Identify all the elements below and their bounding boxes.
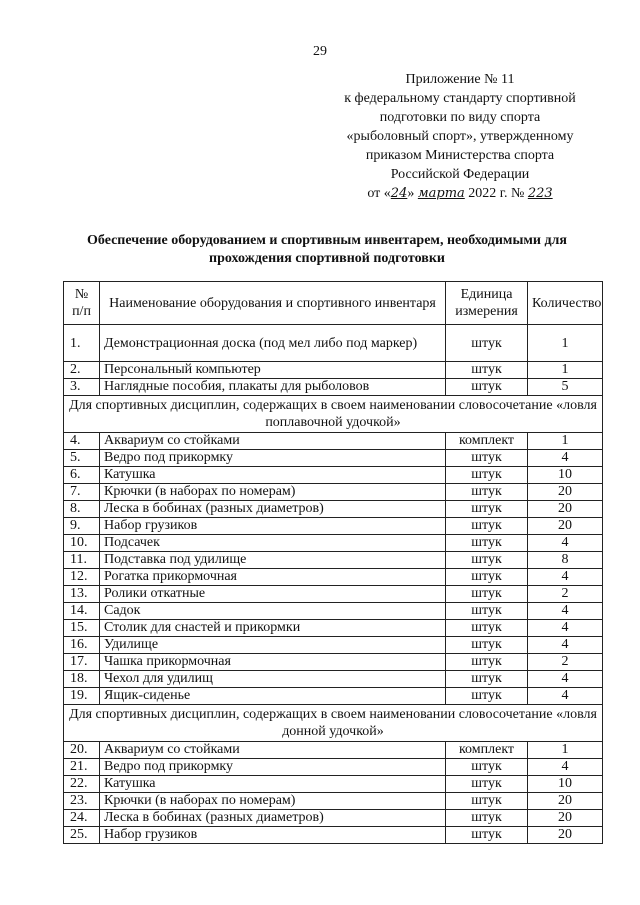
date-separator: » (407, 186, 415, 201)
item-unit: штук (446, 688, 528, 705)
table-row (64, 501, 603, 518)
row-number: 3. (64, 379, 100, 396)
item-name: Набор грузиков (100, 827, 446, 844)
appendix-block (330, 70, 590, 203)
row-number: 12. (64, 569, 100, 586)
item-name: Наглядные пособия, плакаты для рыболовов (100, 379, 446, 396)
item-unit: штук (446, 793, 528, 810)
row-number: 18. (64, 671, 100, 688)
table-row (64, 569, 603, 586)
row-number: 8. (64, 501, 100, 518)
table-row (64, 518, 603, 535)
item-quantity: 4 (528, 569, 603, 586)
item-quantity: 4 (528, 620, 603, 637)
item-unit: штук (446, 759, 528, 776)
item-name: Садок (100, 603, 446, 620)
item-unit: штук (446, 518, 528, 535)
row-number: 4. (64, 433, 100, 450)
item-name: Чехол для удилищ (100, 671, 446, 688)
table-row (64, 742, 603, 759)
table-row (64, 827, 603, 844)
table-row (64, 433, 603, 450)
header-qty: Количество (528, 282, 603, 325)
header-name: Наименование оборудования и спортивного инвентаря (100, 282, 446, 325)
row-number: 23. (64, 793, 100, 810)
item-quantity: 4 (528, 450, 603, 467)
item-unit: штук (446, 620, 528, 637)
item-unit: штук (446, 569, 528, 586)
row-number: 24. (64, 810, 100, 827)
item-name: Катушка (100, 776, 446, 793)
item-unit: штук (446, 379, 528, 396)
item-quantity: 4 (528, 603, 603, 620)
item-name: Демонстрационная доска (под мел либо под маркер) (100, 325, 446, 362)
item-name: Рогатка прикормочная (100, 569, 446, 586)
row-number: 1. (64, 325, 100, 362)
item-name: Леска в бобинах (разных диаметров) (100, 810, 446, 827)
row-number: 14. (64, 603, 100, 620)
item-unit: штук (446, 467, 528, 484)
row-number: 22. (64, 776, 100, 793)
appendix-line: подготовки по виду спорта (379, 110, 541, 125)
table-row (64, 654, 603, 671)
row-number: 16. (64, 637, 100, 654)
item-quantity: 1 (528, 325, 603, 362)
table-row (64, 362, 603, 379)
table-row (64, 620, 603, 637)
appendix-line: приказом Министерства спорта (365, 148, 555, 163)
row-number: 15. (64, 620, 100, 637)
item-name: Чашка прикормочная (100, 654, 446, 671)
table-row (64, 671, 603, 688)
item-name: Удилище (100, 637, 446, 654)
item-unit: штук (446, 325, 528, 362)
date-prefix: от « (367, 186, 391, 201)
item-unit: штук (446, 827, 528, 844)
item-name: Набор грузиков (100, 518, 446, 535)
item-name: Подставка под удилище (100, 552, 446, 569)
table-row (64, 776, 603, 793)
table-row (64, 535, 603, 552)
section-row (64, 705, 603, 742)
item-unit: штук (446, 552, 528, 569)
item-name: Крючки (в наборах по номерам) (100, 484, 446, 501)
table-row (64, 586, 603, 603)
row-number: 2. (64, 362, 100, 379)
item-quantity: 20 (528, 810, 603, 827)
item-unit: штук (446, 654, 528, 671)
header-num: № п/п (64, 282, 100, 325)
row-number: 20. (64, 742, 100, 759)
table-row (64, 467, 603, 484)
table-row (64, 325, 603, 362)
appendix-line: «рыболовный спорт», утвержденному (346, 129, 574, 144)
item-quantity: 5 (528, 379, 603, 396)
section-heading: Для спортивных дисциплин, содержащих в своем наименовании словосочетание «ловля поплавочной удочкой» (64, 396, 603, 433)
item-name: Катушка (100, 467, 446, 484)
table-row (64, 688, 603, 705)
item-quantity: 1 (528, 742, 603, 759)
order-month: марта (417, 186, 465, 201)
item-quantity: 20 (528, 793, 603, 810)
item-name: Ведро под прикормку (100, 759, 446, 776)
row-number: 13. (64, 586, 100, 603)
table-row (64, 450, 603, 467)
item-name: Ролики откатные (100, 586, 446, 603)
table-row (64, 484, 603, 501)
item-quantity: 4 (528, 688, 603, 705)
item-quantity: 4 (528, 759, 603, 776)
item-unit: штук (446, 501, 528, 518)
item-unit: штук (446, 603, 528, 620)
item-unit: штук (446, 586, 528, 603)
appendix-line: к федеральному стандарту спортивной (344, 91, 576, 106)
item-quantity: 2 (528, 586, 603, 603)
item-unit: штук (446, 362, 528, 379)
page-number: 29 (313, 44, 327, 59)
table-row (64, 759, 603, 776)
document-title: Обеспечение оборудованием и спортивным инвентарем, необходимыми для прохождения спортивной подготовки (87, 233, 567, 266)
appendix-line: Приложение № 11 (405, 72, 515, 87)
order-day: 24 (390, 186, 408, 201)
item-name: Подсачек (100, 535, 446, 552)
table-row (64, 552, 603, 569)
item-quantity: 4 (528, 671, 603, 688)
item-quantity: 10 (528, 467, 603, 484)
item-name: Ведро под прикормку (100, 450, 446, 467)
equipment-table (63, 281, 603, 844)
item-name: Аквариум со стойками (100, 433, 446, 450)
item-name: Персональный компьютер (100, 362, 446, 379)
table-row (64, 379, 603, 396)
row-number: 17. (64, 654, 100, 671)
order-date-line (330, 184, 590, 203)
row-number: 11. (64, 552, 100, 569)
table-header-row (64, 282, 603, 325)
item-quantity: 10 (528, 776, 603, 793)
item-unit: штук (446, 450, 528, 467)
item-quantity: 20 (528, 827, 603, 844)
item-quantity: 1 (528, 433, 603, 450)
item-name: Столик для снастей и прикормки (100, 620, 446, 637)
table-row (64, 637, 603, 654)
order-number: 223 (527, 186, 553, 201)
item-quantity: 20 (528, 484, 603, 501)
item-quantity: 8 (528, 552, 603, 569)
appendix-line: Российской Федерации (390, 167, 530, 182)
item-unit: штук (446, 484, 528, 501)
item-unit: штук (446, 535, 528, 552)
item-quantity: 4 (528, 535, 603, 552)
item-quantity: 1 (528, 362, 603, 379)
item-name: Ящик-сиденье (100, 688, 446, 705)
item-quantity: 2 (528, 654, 603, 671)
header-unit: Единица измерения (446, 282, 528, 325)
table-row (64, 810, 603, 827)
row-number: 10. (64, 535, 100, 552)
item-unit: штук (446, 776, 528, 793)
item-quantity: 20 (528, 518, 603, 535)
section-row (64, 396, 603, 433)
item-name: Аквариум со стойками (100, 742, 446, 759)
item-name: Крючки (в наборах по номерам) (100, 793, 446, 810)
table-row (64, 603, 603, 620)
row-number: 9. (64, 518, 100, 535)
row-number: 7. (64, 484, 100, 501)
row-number: 21. (64, 759, 100, 776)
row-number: 6. (64, 467, 100, 484)
row-number: 25. (64, 827, 100, 844)
table-body (64, 325, 603, 844)
table-row (64, 793, 603, 810)
row-number: 5. (64, 450, 100, 467)
item-unit: комплект (446, 433, 528, 450)
item-name: Леска в бобинах (разных диаметров) (100, 501, 446, 518)
item-unit: штук (446, 810, 528, 827)
order-year: 2022 г. № (468, 186, 525, 201)
section-heading: Для спортивных дисциплин, содержащих в своем наименовании словосочетание «ловля донной удочкой» (64, 705, 603, 742)
row-number: 19. (64, 688, 100, 705)
item-quantity: 20 (528, 501, 603, 518)
item-unit: комплект (446, 742, 528, 759)
item-quantity: 4 (528, 637, 603, 654)
item-unit: штук (446, 637, 528, 654)
item-unit: штук (446, 671, 528, 688)
